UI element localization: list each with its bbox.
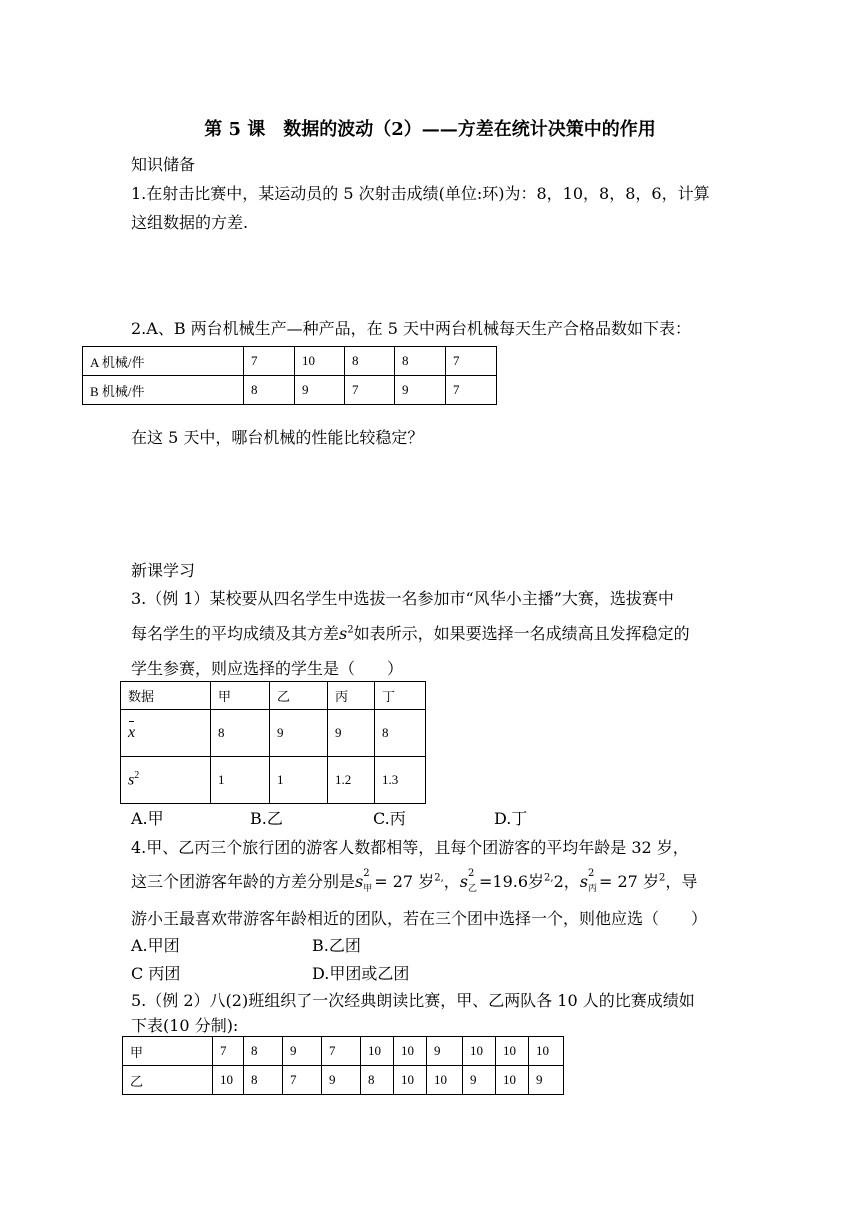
q3-table (120, 681, 426, 804)
q4-line2-text: 这三个团游客年龄的方差分别是 (131, 872, 356, 891)
unit-sup-bing: 2 (658, 872, 666, 884)
subscript-bing: 丙 (587, 884, 597, 894)
table-cell: 8 (395, 347, 446, 376)
q2-question: 在这 5 天中，哪台机械的性能比较稳定？ (131, 428, 424, 447)
value-yi: =19.6 (478, 872, 529, 891)
table-cell: 1.2 (328, 757, 375, 804)
table-row (121, 682, 426, 710)
table-cell: 9 (322, 1066, 361, 1095)
variance-symbol: s (355, 872, 364, 891)
table-cell: 10 (213, 1066, 244, 1095)
table-cell: 1 (270, 757, 328, 804)
q4-line1: 4.甲、乙丙三个旅行团的游客人数都相等，且每个团游客的平均年龄是 32 岁， (131, 838, 689, 857)
section-new-lesson: 新课学习 (131, 561, 196, 580)
unit-sup-jia: 2, (434, 872, 444, 884)
table-cell (121, 757, 211, 804)
table-row (123, 1066, 564, 1095)
variance-symbol: s (339, 624, 348, 643)
q4-option-a: A.甲团 (131, 936, 180, 955)
q1-line1: 1.在射击比赛中，某运动员的 5 次射击成绩(单位:环)为：8，10，8，8，6，计算 (131, 184, 710, 203)
table-row (121, 710, 426, 757)
table-cell: 9 (328, 710, 375, 757)
q2-line1: 2.A、B 两台机械生产—种产品，在 5 天中两台机械每天生产合格品数如下表： (131, 319, 692, 338)
table-cell: 10 (496, 1066, 529, 1095)
variance-script (587, 868, 599, 894)
trailing-text: 2， (553, 872, 580, 891)
table-header-cell: 甲 (211, 682, 270, 710)
q4-option-c: C 丙团 (131, 964, 181, 983)
table-cell: 9 (270, 710, 328, 757)
unit-sup-yi: 2, (544, 872, 554, 884)
table-cell: 7 (244, 347, 295, 376)
unit-bing: 岁 (642, 872, 659, 891)
q4-line3: 游小王最喜欢带游客年龄相近的团队，若在三个团中选择一个，则他应选（ ） (131, 909, 708, 928)
variance-sup: 2 (134, 770, 140, 782)
variance-sup: 2 (587, 868, 595, 879)
table-cell: 10 (463, 1037, 496, 1066)
variance-symbol: s (459, 872, 468, 891)
q3-option-c: C.丙 (373, 809, 406, 828)
table-header-cell: 丁 (375, 682, 426, 710)
unit-yi: 岁 (528, 872, 545, 891)
table-header-cell: 乙 (270, 682, 328, 710)
section-knowledge: 知识储备 (131, 155, 196, 174)
q4-tail: ，导 (665, 872, 698, 891)
table-cell: 7 (322, 1037, 361, 1066)
table-cell: 乙 (123, 1066, 213, 1095)
q3-line3: 学生参赛，则应选择的学生是（ ） (131, 659, 404, 678)
q3-line1: 3.（例 1）某校要从四名学生中选拔一名参加市“风华小主播”大赛，选拔赛中 (131, 589, 674, 608)
table-cell: 9 (283, 1037, 322, 1066)
page-title: 第 5 课 数据的波动（2）——方差在统计决策中的作用 (204, 119, 656, 140)
q3-line2-text-b: 如表所示，如果要选择一名成绩高且发挥稳定的 (353, 624, 690, 643)
subscript-jia: 甲 (363, 884, 373, 894)
q5-line1: 5.（例 2）八(2)班组织了一次经典朗读比赛，甲、乙两队各 10 人的比赛成绩如 (131, 991, 695, 1010)
table-cell: 10 (427, 1066, 463, 1095)
unit-jia: 岁 (418, 872, 435, 891)
table-cell: 8 (345, 347, 395, 376)
table-cell: 甲 (123, 1037, 213, 1066)
table-cell: 8 (244, 376, 295, 405)
q3-option-b: B.乙 (250, 809, 283, 828)
q2-table (82, 346, 497, 405)
value-jia: = 27 (374, 872, 414, 891)
q4-option-b: B.乙团 (312, 936, 361, 955)
table-cell: 8 (211, 710, 270, 757)
table-cell: 1.3 (375, 757, 426, 804)
table-cell: 7 (446, 376, 497, 405)
table-cell (121, 710, 211, 757)
table-cell: 7 (213, 1037, 244, 1066)
table-cell: 8 (244, 1066, 283, 1095)
table-cell: A 机械/件 (83, 347, 244, 376)
table-cell: 1 (211, 757, 270, 804)
separator: ， (443, 872, 460, 891)
table-cell: 10 (496, 1037, 529, 1066)
table-cell: 8 (375, 710, 426, 757)
variance-script (363, 868, 374, 894)
table-cell: 7 (446, 347, 497, 376)
table-cell: 9 (463, 1066, 496, 1095)
q3-line2-text-a: 每名学生的平均成绩及其方差 (131, 624, 340, 643)
variance-symbol: s (128, 771, 135, 789)
variance-sup: 2 (363, 868, 370, 879)
variance-sup: 2 (347, 624, 354, 636)
table-cell: 10 (394, 1037, 427, 1066)
q3-option-a: A.甲 (131, 809, 164, 828)
table-cell: 9 (427, 1037, 463, 1066)
mean-symbol: x (128, 724, 136, 741)
table-cell: 8 (361, 1066, 394, 1095)
table-cell: 10 (295, 347, 345, 376)
table-cell: 10 (361, 1037, 394, 1066)
table-header-cell: 数据 (121, 682, 211, 710)
table-cell: 9 (529, 1066, 564, 1095)
table-row (83, 376, 497, 405)
variance-symbol: s (579, 872, 588, 891)
table-cell: B 机械/件 (83, 376, 244, 405)
table-cell: 9 (295, 376, 345, 405)
table-cell: 10 (394, 1066, 427, 1095)
table-row (123, 1037, 564, 1066)
variance-script (467, 868, 479, 894)
table-cell: 7 (345, 376, 395, 405)
table-cell: 9 (395, 376, 446, 405)
subscript-yi: 乙 (467, 884, 477, 894)
q3-line2 (131, 621, 690, 644)
table-row (83, 347, 497, 376)
table-row (121, 757, 426, 804)
q1-line2: 这组数据的方差. (131, 213, 249, 232)
table-cell: 7 (283, 1066, 322, 1095)
table-cell: 10 (529, 1037, 564, 1066)
table-header-cell: 丙 (328, 682, 375, 710)
q3-option-d: D.丁 (494, 809, 528, 828)
q5-table (122, 1036, 564, 1095)
table-cell: 8 (244, 1037, 283, 1066)
q5-line2: 下表(10 分制): (131, 1016, 239, 1035)
q4-line2 (131, 869, 697, 892)
value-bing: = 27 (598, 872, 638, 891)
variance-sup: 2 (467, 868, 475, 879)
q4-option-d: D.甲团或乙团 (312, 964, 410, 983)
